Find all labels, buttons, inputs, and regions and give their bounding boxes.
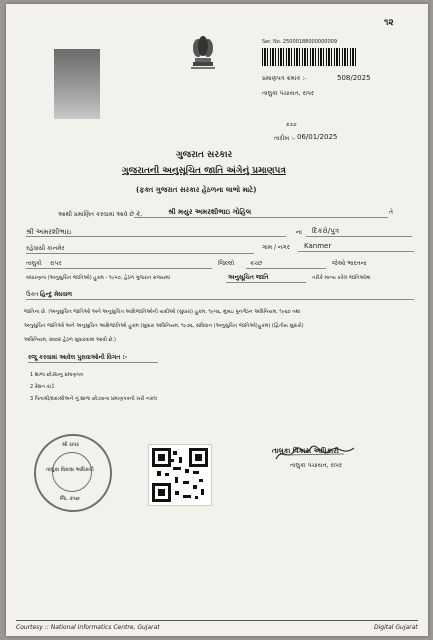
paragraph-line-1: જાતિના છે. (અનુસુચિત જાતિઓ અને અનુસુચિત આદિજાતિઓની યાદીઓ (સુધારા) હુકમ, ૧૯૫૬, મુંબઇ પુનર્ગઠન અધિનિયમ, ૧૯૬૦ તથા — [24, 309, 301, 315]
law-line: બંધારણના (અનુસુચિત જાતિઓ) હુકમ - ૧૯૫૦, હેઠળ ગુજરાત રાજ્યમાં — [26, 275, 170, 281]
footer-credit: Courtesy :: National Informatics Centre, Gujarat — [16, 624, 160, 631]
signatory-office: તાલુકા પંચાયત, રાપર — [290, 462, 343, 469]
document-item-3: 3 પિતાશ્રી/દાદાશ્રીઅને નું શાળા છોડવાના પ્રમાણપત્રની ખરી નકલ — [30, 396, 158, 402]
father-name: શ્રી અમરશીભાઇ — [26, 228, 72, 236]
government-title: ગુજરાત સરકાર — [176, 150, 233, 160]
district-label: જિલ્લો — [218, 260, 235, 267]
signatory-title: તાલુકા વિકાસ અધિકારી — [272, 447, 339, 455]
qr-code — [148, 444, 212, 506]
village-label: ગામ / નગર — [262, 244, 290, 251]
footer-divider — [16, 620, 418, 621]
person-name: શ્રી મયુર અમરશીભાઇ ગોહિલ — [168, 208, 252, 216]
seal-center-text: તાલુકા વિકાસ અધિકારી — [46, 467, 94, 473]
state-label: જેઓ ભારતના — [332, 260, 367, 267]
document-item-2: 2 રેશન કાર્ડ — [30, 384, 55, 390]
relation-label: ના — [296, 229, 302, 236]
barcode — [262, 48, 358, 66]
document-item-1: 1 શાળા છોડ્યાનુ પ્રમાણપત્ર — [30, 372, 83, 378]
certificate-title: ગુજરાતની અનુસૂચિત જાતિ અંગેનું પ્રમાણપત્ર — [122, 166, 286, 176]
resident-label: રહેવાસી કાનમેર — [26, 245, 65, 252]
certificate-number-label: પ્રમાણપત્ર ક્રમાંક :- — [262, 75, 307, 82]
footer-brand: Digital Gujarat — [374, 624, 418, 631]
relation-value: દિકરો/પુત્ર — [312, 227, 340, 235]
state-emblem-icon — [189, 34, 217, 70]
taluka-value: રાપર — [50, 260, 62, 267]
intro-text: આથી પ્રમાણિત કરવામાં આવે છે કે, — [58, 211, 143, 218]
paragraph-line-3: અધિનિયમ, ૨૦૦૨ હેઠળ સુધારવામાં આવી છે.) — [24, 337, 116, 343]
certificate-page — [6, 4, 428, 636]
caste-prefix: ઉક્ત — [26, 291, 39, 298]
village-value: Kanmer — [304, 242, 332, 250]
issuing-office: તાલુકા પંચાયત, રાપર — [262, 90, 315, 97]
category: અનુસૂચિત જાતિ — [228, 274, 269, 281]
certificate-subtitle: (ફક્ત ગુજરાત સરકાર હેઠળના લાભો માટે) — [136, 186, 257, 194]
paragraph-line-2: અનુસુચિત જાતિઓ અને અનુસુચિત આદિજાતિઓ હુકમ (સુધારા અધિનિયમ, ૧૯૭૬, સંવિધાન (અનુસુચિત જાતિઓ)હુકમ) (દ્વિતીય સુધારો) — [24, 323, 304, 329]
seal-mark: ક્ર૭૭ — [286, 122, 297, 128]
seal-top-text: શ્રી રાપર — [62, 442, 79, 448]
seal-bottom-text: જિ. કચ્છ — [60, 496, 80, 502]
barcode-serial: Ser. No. 25000188000000009 — [262, 39, 337, 45]
certificate-date: 06/01/2025 — [297, 133, 338, 141]
official-round-seal — [34, 434, 112, 512]
recognized-text: તરીકે માન્ય કરેલ જાતિઓમાં — [312, 275, 371, 281]
taluka-label: તાલુકો — [26, 260, 42, 267]
page-number: ૧૨ — [384, 18, 394, 28]
documents-heading: રજૂ કરવામાં આવેલ પુરાવાઓની વિગત :- — [28, 354, 128, 361]
district-value: કચ્છ — [250, 260, 263, 267]
caste-name: હિન્દુ મેઘવાળ — [40, 291, 73, 298]
certificate-number: 508/2025 — [337, 74, 371, 82]
date-label: તારીખ :- — [274, 135, 296, 142]
suffix-te: તે — [389, 209, 393, 216]
applicant-photo — [54, 49, 100, 119]
